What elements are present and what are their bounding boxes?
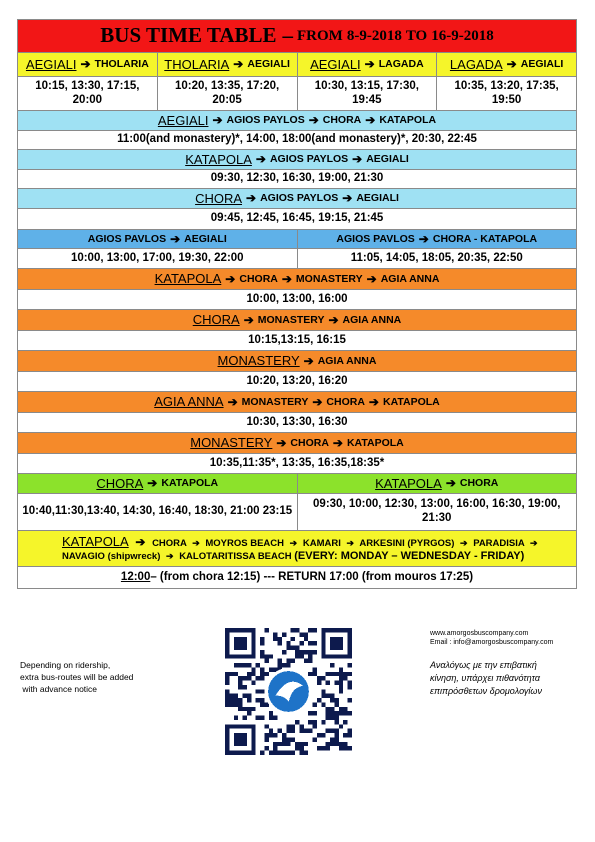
route-stop: MONASTERY [241, 395, 309, 408]
chora-katapola-times-row [18, 494, 576, 531]
monastery-agia-anna-times-row [18, 372, 576, 392]
local-routes-times-row [18, 77, 576, 111]
route-origin: AGIOS PAVLOS [336, 232, 415, 245]
route-origin: THOLARIA [164, 56, 230, 72]
route-stop: CHORA [326, 395, 365, 408]
route-destination: AEGIALI [247, 58, 290, 71]
ridership-note-en [20, 659, 133, 695]
route-origin: MONASTERY [217, 353, 300, 369]
route-stop: KATAPOLA [346, 436, 404, 449]
route-header [18, 392, 576, 412]
route-times: 10:15, 13:30, 17:15, 20:00 [18, 77, 158, 110]
route-times: 10:30, 13:30, 16:30 [246, 415, 348, 428]
route-times: 11:05, 14:05, 18:05, 20:35, 22:50 [350, 251, 523, 264]
chora-aegiali-times-row [18, 209, 576, 230]
route-origin: CHORA [195, 190, 243, 206]
route-times: 10:20, 13:20, 16:20 [246, 374, 348, 387]
route-destination: AEGIALI [520, 58, 564, 71]
title-from-word: FROM [297, 28, 343, 44]
right-arrow-icon: ➔ [364, 57, 375, 72]
route-stop: PARADISIA [473, 538, 525, 550]
route-times: 10:15,13:15, 16:15 [248, 333, 346, 346]
ridership-note-gr [430, 659, 542, 698]
route-stop: AGIA ANNA [317, 354, 377, 367]
route-destination: LAGADA [378, 58, 424, 71]
right-arrow-icon: ➔ [332, 435, 343, 450]
route-stop: NAVAGIO (shipwreck) [62, 550, 161, 562]
agios-pavlos-times-row [18, 249, 576, 269]
right-arrow-icon: ➔ [281, 271, 292, 286]
route-stop: AEGIALI [366, 153, 409, 166]
route-header [18, 310, 576, 330]
route-stop: KALOTARITISSA BEACH [179, 550, 292, 562]
route-destination: KATAPOLA [161, 477, 219, 490]
right-arrow-icon: ➔ [365, 113, 376, 128]
route-header [18, 189, 576, 208]
route-origin: AEGIALI [310, 56, 361, 72]
route-times: 10:00, 13:00, 17:00, 19:30, 22:00 [18, 249, 298, 268]
right-arrow-icon: ➔ [227, 394, 238, 409]
route-header-chora-katapola [18, 474, 298, 493]
route-stop: KATAPOLA [379, 114, 437, 127]
route-header-tholaria-aegiali [158, 53, 298, 76]
right-arrow-icon: ➔ [303, 353, 314, 368]
route-header-katapola-chora [298, 474, 577, 493]
agia-anna-katapola-times-row [18, 413, 576, 433]
email-link[interactable]: Email : info@amorgosbuscompany.com [430, 639, 554, 646]
route-origin: KATAPOLA [154, 271, 222, 287]
title-row [18, 20, 576, 53]
monastery-katapola-times-row [18, 454, 576, 474]
route-stop: CHORA [152, 538, 187, 550]
route-stop: AGIOS PAYLOS [226, 114, 305, 127]
route-stop: AEGIALI [356, 192, 399, 205]
page-title: BUS TIME TABLE [100, 23, 277, 48]
right-arrow-icon: ➔ [233, 57, 244, 72]
route-times: 09:30, 12:30, 16:30, 19:00, 21:30 [210, 172, 384, 185]
qr-code-icon [225, 628, 352, 755]
right-arrow-icon: ➔ [225, 271, 236, 286]
route-stop: KAMARI [302, 538, 341, 550]
right-arrow-icon: ➔ [312, 394, 323, 409]
right-arrow-icon: ➔ [243, 312, 254, 327]
route-origin: CHORA [192, 312, 240, 328]
route-origin: KATAPOLA [62, 534, 129, 550]
right-arrow-icon: ➔ [166, 550, 174, 561]
local-routes-header-row [18, 53, 576, 77]
aegiali-katapola-times-row [18, 131, 576, 150]
agios-pavlos-header-row [18, 230, 576, 249]
right-arrow-icon: ➔ [460, 538, 468, 549]
monastery-agia-anna-header-row [18, 351, 576, 372]
route-destination: THOLARIA [94, 58, 149, 71]
route-header [18, 150, 576, 169]
katapola-aegiali-times-row [18, 170, 576, 189]
website-link[interactable]: www.amorgosbuscompany.com [430, 630, 529, 637]
route-times: 09:30, 10:00, 12:30, 13:00, 16:00, 16:30, 19:00, 21:30 [313, 498, 561, 524]
note-line: κίνηση, υπάρχει πιθανότητα [430, 673, 541, 683]
right-arrow-icon: ➔ [530, 538, 538, 549]
katapola-agia-anna-times-row [18, 290, 576, 310]
beach-route-departure: 12:00 [120, 570, 151, 583]
katapola-agia-anna-header-row [18, 269, 576, 290]
route-stop: CHORA [239, 272, 278, 285]
route-times: 09:45, 12:45, 16:45, 19:15, 21:45 [210, 212, 384, 225]
right-arrow-icon: ➔ [368, 394, 379, 409]
route-times: 10:40,11:30,13:40, 14:30, 16:40, 18:30, 21:00 23:15 [18, 494, 298, 530]
route-stop: AGIA ANNA [380, 272, 440, 285]
monastery-katapola-header-row [18, 433, 576, 454]
agia-anna-katapola-header-row [18, 392, 576, 413]
right-arrow-icon: ➔ [342, 191, 353, 206]
note-line: with advance notice [20, 684, 98, 694]
route-header-aegiali-tholaria [18, 53, 158, 76]
chora-agia-anna-times-row [18, 331, 576, 351]
route-header-lagada-aegiali [437, 53, 576, 76]
note-line: Depending on ridership, [20, 660, 111, 670]
route-origin: LAGADA [449, 56, 503, 72]
route-stop: CHORA [290, 436, 329, 449]
chora-aegiali-header-row [18, 189, 576, 209]
contact-info [430, 629, 553, 647]
route-stop: MONASTERY [257, 313, 325, 326]
right-arrow-icon: ➔ [418, 231, 429, 246]
route-origin: KATAPOLA [375, 475, 442, 491]
footer [0, 610, 595, 760]
right-arrow-icon: ➔ [80, 57, 91, 72]
route-stop: CHORA [322, 114, 362, 127]
route-times: 10:20, 13:35, 17:20, 20:05 [158, 77, 298, 110]
right-arrow-icon: ➔ [289, 538, 298, 549]
right-arrow-icon: ➔ [246, 191, 257, 206]
note-line: Αναλόγως με την επιβατική [430, 660, 537, 670]
route-times: 10:35,11:35*, 13:35, 16:35,18:35* [209, 456, 385, 469]
route-times: 10:35, 13:20, 17:35, 19:50 [454, 79, 559, 106]
title-cell [18, 20, 576, 52]
right-arrow-icon: ➔ [352, 152, 363, 167]
route-stop: MOYROS BEACH [205, 538, 285, 550]
route-origin: AEGIALI [25, 56, 77, 72]
right-arrow-icon: ➔ [328, 312, 339, 327]
route-header-agios-pavlos-aegiali [18, 230, 298, 248]
right-arrow-icon: ➔ [192, 538, 200, 549]
right-arrow-icon: ➔ [366, 271, 377, 286]
chora-katapola-header-row [18, 474, 576, 494]
route-header [18, 269, 576, 289]
title-to-date: 16-9-2018 [431, 28, 494, 44]
note-line: επιπρόσθετων δρομολογίων [430, 686, 542, 696]
route-origin: AGIOS PAVLOS [87, 232, 167, 245]
right-arrow-icon: ➔ [276, 435, 287, 450]
right-arrow-icon: ➔ [506, 57, 517, 72]
timetable [17, 19, 577, 589]
route-times: 10:30, 13:15, 17:30, 19:45 [298, 77, 438, 110]
route-origin: AEGIALI [157, 112, 209, 128]
right-arrow-icon: ➔ [445, 476, 456, 491]
route-stop: ARKESINI (PYRGOS) [359, 538, 455, 550]
title-to-word: TO [405, 28, 428, 44]
route-header-agios-pavlos-katapola [298, 230, 577, 248]
beach-route-times-row [18, 567, 576, 588]
right-arrow-icon: ➔ [170, 231, 181, 246]
katapola-aegiali-header-row [18, 150, 576, 170]
route-stop: AGIOS PAYLOS [260, 192, 339, 205]
route-header [18, 111, 576, 130]
title-dash: – [282, 23, 293, 48]
right-arrow-icon: ➔ [212, 113, 223, 128]
right-arrow-icon: ➔ [255, 152, 266, 167]
beach-route-line-2 [62, 550, 524, 563]
aegiali-katapola-header-row [18, 111, 576, 131]
route-stop: KATAPOLA [382, 395, 440, 408]
right-arrow-icon: ➔ [135, 535, 146, 550]
note-line: extra bus-routes will be added [20, 672, 134, 682]
route-destination: CHORA [459, 477, 499, 490]
route-times [18, 567, 576, 588]
beach-route-header-row [18, 531, 576, 567]
route-header-aegiali-lagada [298, 53, 438, 76]
right-arrow-icon: ➔ [346, 538, 355, 549]
right-arrow-icon: ➔ [147, 476, 158, 491]
route-times: 11:00(and monastery)*, 14:00, 18:00(and monastery)*, 20:30, 22:45 [117, 133, 477, 146]
route-header [18, 433, 576, 453]
route-stop: AGIOS PAYLOS [269, 153, 349, 166]
beach-route-line-1 [62, 534, 541, 550]
beach-route-return: – (from chora 12:15) --- RETURN 17:00 (from mouros 17:25) [150, 570, 474, 583]
right-arrow-icon: ➔ [308, 113, 319, 128]
route-header [18, 531, 576, 566]
route-origin: MONASTERY [190, 435, 273, 451]
route-origin: AGIA ANNA [154, 394, 224, 410]
title-from-date: 8-9-2018 [346, 28, 402, 44]
route-stop: AGIA ANNA [342, 313, 402, 326]
route-header [18, 351, 576, 371]
route-origin: CHORA [96, 475, 144, 491]
chora-agia-anna-header-row [18, 310, 576, 331]
route-stop: CHORA - KATAPOLA [432, 232, 538, 245]
route-stop: AEGIALI [184, 232, 227, 245]
route-times: 10:00, 13:00, 16:00 [246, 292, 348, 305]
route-origin: KATAPOLA [185, 151, 252, 167]
route-days: (EVERY: MONDAY – WEDNESDAY - FRIDAY) [294, 549, 525, 562]
route-stop: MONASTERY [295, 272, 363, 285]
